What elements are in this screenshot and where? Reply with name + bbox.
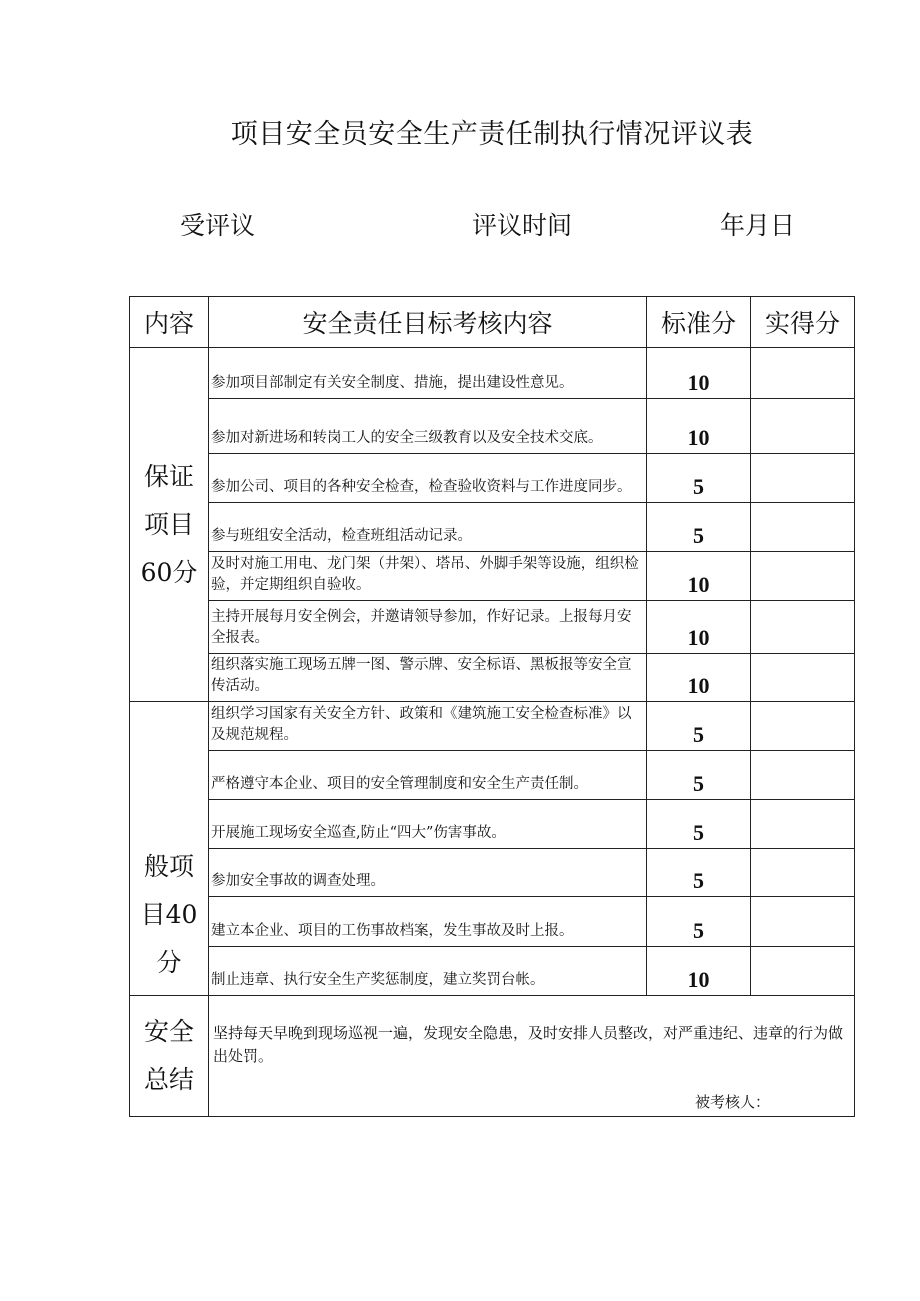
standard-score: 10: [647, 947, 751, 996]
standard-score: 10: [647, 348, 751, 399]
category-safety-summary: [130, 996, 209, 1117]
standard-score: 5: [647, 702, 751, 751]
actual-score-cell[interactable]: [751, 751, 855, 800]
actual-score-cell[interactable]: [751, 800, 855, 849]
actual-score-cell[interactable]: [751, 897, 855, 947]
item-text: 主持开展每月安全例会，并邀请领导参加，作好记录。上报每月安全报表。: [209, 601, 647, 654]
table-row: [130, 601, 855, 654]
standard-score: 5: [647, 897, 751, 947]
item-text: 严格遵守本企业、项目的安全管理制度和安全生产责任制。: [209, 751, 647, 800]
evaluatee-label: 受评议: [180, 211, 256, 240]
item-text: 参加对新进场和转岗工人的安全三级教育以及安全技术交底。: [209, 399, 647, 454]
standard-score: 5: [647, 849, 751, 897]
actual-score-cell[interactable]: [751, 348, 855, 399]
category-line: 保证: [143, 461, 194, 491]
standard-score: 5: [647, 800, 751, 849]
item-text: 制止违章、执行安全生产奖惩制度，建立奖罚台帐。: [209, 947, 647, 996]
category-line: 60分: [140, 557, 198, 587]
actual-score-cell[interactable]: [751, 702, 855, 751]
table-row: [130, 800, 855, 849]
item-text: 建立本企业、项目的工伤事故档案，发生事故及时上报。: [209, 897, 647, 947]
actual-score-cell[interactable]: [751, 947, 855, 996]
standard-score: 10: [647, 654, 751, 702]
category-line: 安全: [143, 1017, 194, 1046]
summary-row: [130, 996, 855, 1117]
column-header-standard-score: 标准分: [647, 297, 751, 348]
evaluation-time-label: 评议时间: [472, 211, 573, 240]
date-label: 年月日: [720, 211, 796, 240]
standard-score: 5: [647, 454, 751, 503]
standard-score: 10: [647, 552, 751, 601]
category-line: 项目: [143, 509, 194, 539]
category-general-items: [130, 702, 209, 996]
category-line: 目40: [140, 900, 198, 929]
actual-score-cell[interactable]: [751, 849, 855, 897]
category-line: 总结: [143, 1065, 194, 1094]
column-header-content: 内容: [130, 297, 209, 348]
standard-score: 10: [647, 601, 751, 654]
table-row: [130, 947, 855, 996]
table-row: [130, 454, 855, 503]
item-text: 参加项目部制定有关安全制度、措施，提出建设性意见。: [209, 348, 647, 399]
table-row: [130, 348, 855, 399]
actual-score-cell[interactable]: [751, 399, 855, 454]
table-row: [130, 751, 855, 800]
summary-text: 坚持每天早晚到现场巡视一遍，发现安全隐患，及时安排人员整改，对严重违纪、违章的行为做出处罚。: [213, 1024, 844, 1065]
column-header-actual-score: 实得分: [751, 297, 855, 348]
column-header-target: 安全责任目标考核内容: [209, 297, 647, 348]
item-text: 参与班组安全活动，检查班组活动记录。: [209, 503, 647, 552]
item-text: 参加安全事故的调查处理。: [209, 849, 647, 897]
table-row: [130, 849, 855, 897]
summary-cell: [209, 996, 855, 1117]
table-header-row: [130, 297, 855, 348]
standard-score: 5: [647, 751, 751, 800]
standard-score: 10: [647, 399, 751, 454]
item-text: 组织落实施工现场五牌一图、警示牌、安全标语、黑板报等安全宣传活动。: [209, 654, 647, 702]
standard-score: 5: [647, 503, 751, 552]
item-text: 开展施工现场安全巡查,防止“四大”伤害事故。: [209, 800, 647, 849]
evaluation-table: [129, 296, 855, 1117]
category-line: 分: [156, 948, 182, 977]
table-row: [130, 399, 855, 454]
actual-score-cell[interactable]: [751, 454, 855, 503]
actual-score-cell[interactable]: [751, 654, 855, 702]
category-line: 般项: [143, 852, 194, 881]
table-row: [130, 702, 855, 751]
category-guaranteed-items: [130, 348, 209, 702]
actual-score-cell[interactable]: [751, 552, 855, 601]
table-row: [130, 552, 855, 601]
table-row: [130, 654, 855, 702]
item-text: 及时对施工用电、龙门架（井架）、塔吊、外脚手架等设施，组织检验，并定期组织自验收。: [209, 552, 647, 601]
actual-score-cell[interactable]: [751, 601, 855, 654]
page-title: 项目安全员安全生产责任制执行情况评议表: [230, 119, 754, 150]
actual-score-cell[interactable]: [751, 503, 855, 552]
table-row: [130, 897, 855, 947]
item-text: 参加公司、项目的各种安全检查，检查验收资料与工作进度同步。: [209, 454, 647, 503]
table-row: [130, 503, 855, 552]
signer-label: 被考核人：: [694, 1093, 770, 1111]
item-text: 组织学习国家有关安全方针、政策和《建筑施工安全检查标准》以及规范规程。: [209, 702, 647, 751]
